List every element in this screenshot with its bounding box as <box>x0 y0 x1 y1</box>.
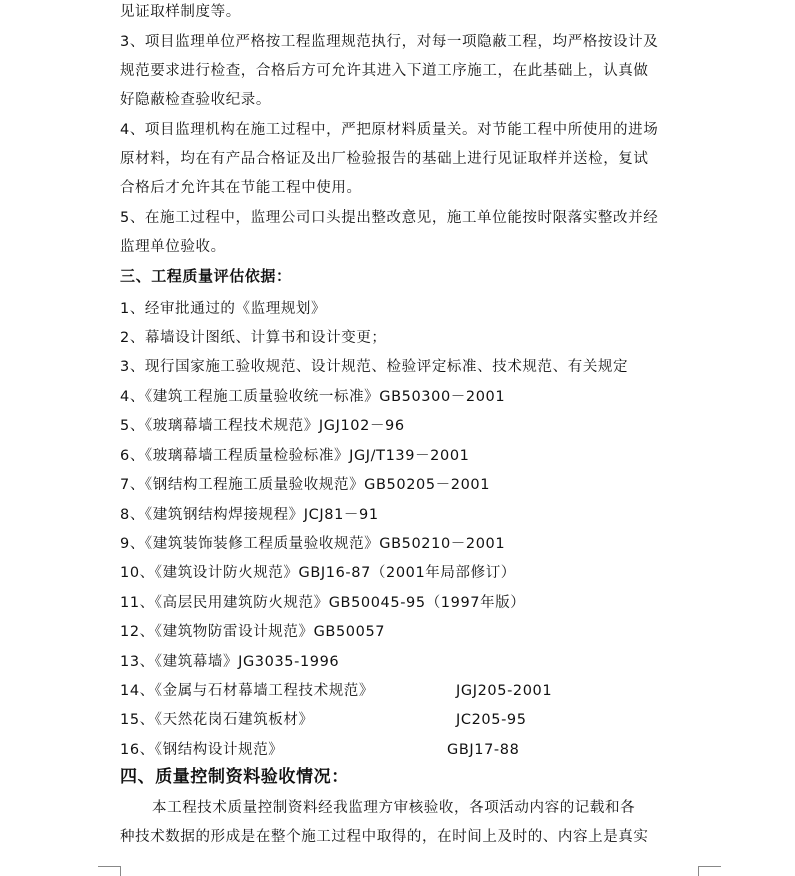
list-item: 5、《玻璃幕墙工程技术规范》JGJ102－96 <box>120 418 405 434</box>
list-item-code: JGJ205-2001 <box>456 683 553 699</box>
paragraph-line: 监理单位验收。 <box>120 239 226 255</box>
list-item: 1、经审批通过的《监理规划》 <box>120 301 327 317</box>
list-item: 8、《建筑钢结构焊接规程》JCJ81－91 <box>120 507 379 523</box>
list-item: 3、现行国家施工验收规范、设计规范、检验评定标准、技术规范、有关规定 <box>120 359 629 375</box>
list-item: 6、《玻璃幕墙工程质量检验标准》JGJ/T139－2001 <box>120 448 470 464</box>
list-item-code: GBJ17-88 <box>447 742 520 758</box>
section-heading: 三、工程质量评估依据： <box>120 267 292 285</box>
list-item-code: JC205-95 <box>456 712 527 728</box>
list-item: 7、《钢结构工程施工质量验收规范》GB50205－2001 <box>120 477 491 493</box>
list-item: 14、《金属与石材幕墙工程技术规范》 <box>120 683 374 699</box>
paragraph-line: 4、项目监理机构在施工过程中，严把原材料质量关。对节能工程中所使用的进场 <box>120 122 659 138</box>
list-item: 15、《天然花岗石建筑板材》 <box>120 712 314 728</box>
page-margin-marker <box>698 866 721 876</box>
section-heading: 四、质量控制资料验收情况： <box>120 767 349 787</box>
list-item: 16、《钢结构设计规范》 <box>120 742 284 758</box>
list-item: 2、幕墙设计图纸、计算书和设计变更； <box>120 330 387 346</box>
list-item: 4、《建筑工程施工质量验收统一标准》GB50300－2001 <box>120 389 506 405</box>
list-item: 11、《高层民用建筑防火规范》GB50045-95（1997年版） <box>120 595 526 611</box>
paragraph-line: 5、在施工过程中，监理公司口头提出整改意见，施工单位能按时限落实整改并经 <box>120 210 659 226</box>
paragraph-line: 种技术数据的形成是在整个施工过程中取得的，在时间上及时的、内容上是真实 <box>120 829 649 845</box>
paragraph-line: 见证取样制度等。 <box>120 4 241 20</box>
paragraph-line: 3、项目监理单位严格按工程监理规范执行，对每一项隐蔽工程，均严格按设计及 <box>120 34 659 50</box>
paragraph-line: 合格后才允许其在节能工程中使用。 <box>120 180 362 196</box>
paragraph-line: 好隐蔽检查验收纪录。 <box>120 92 271 108</box>
paragraph-line: 本工程技术质量控制资料经我监理方审核验收，各项活动内容的记载和各 <box>152 800 636 816</box>
paragraph-line: 规范要求进行检查，合格后方可允许其进入下道工序施工，在此基础上，认真做 <box>120 63 649 79</box>
list-item: 10、《建筑设计防火规范》GBJ16-87（2001年局部修订） <box>120 565 516 581</box>
list-item: 12、《建筑物防雷设计规范》GB50057 <box>120 624 386 640</box>
list-item: 13、《建筑幕墙》JG3035-1996 <box>120 654 340 670</box>
page-margin-marker <box>98 866 121 876</box>
list-item: 9、《建筑装饰装修工程质量验收规范》GB50210－2001 <box>120 536 506 552</box>
paragraph-line: 原材料，均在有产品合格证及出厂检验报告的基础上进行见证取样并送检，复试 <box>120 151 649 167</box>
